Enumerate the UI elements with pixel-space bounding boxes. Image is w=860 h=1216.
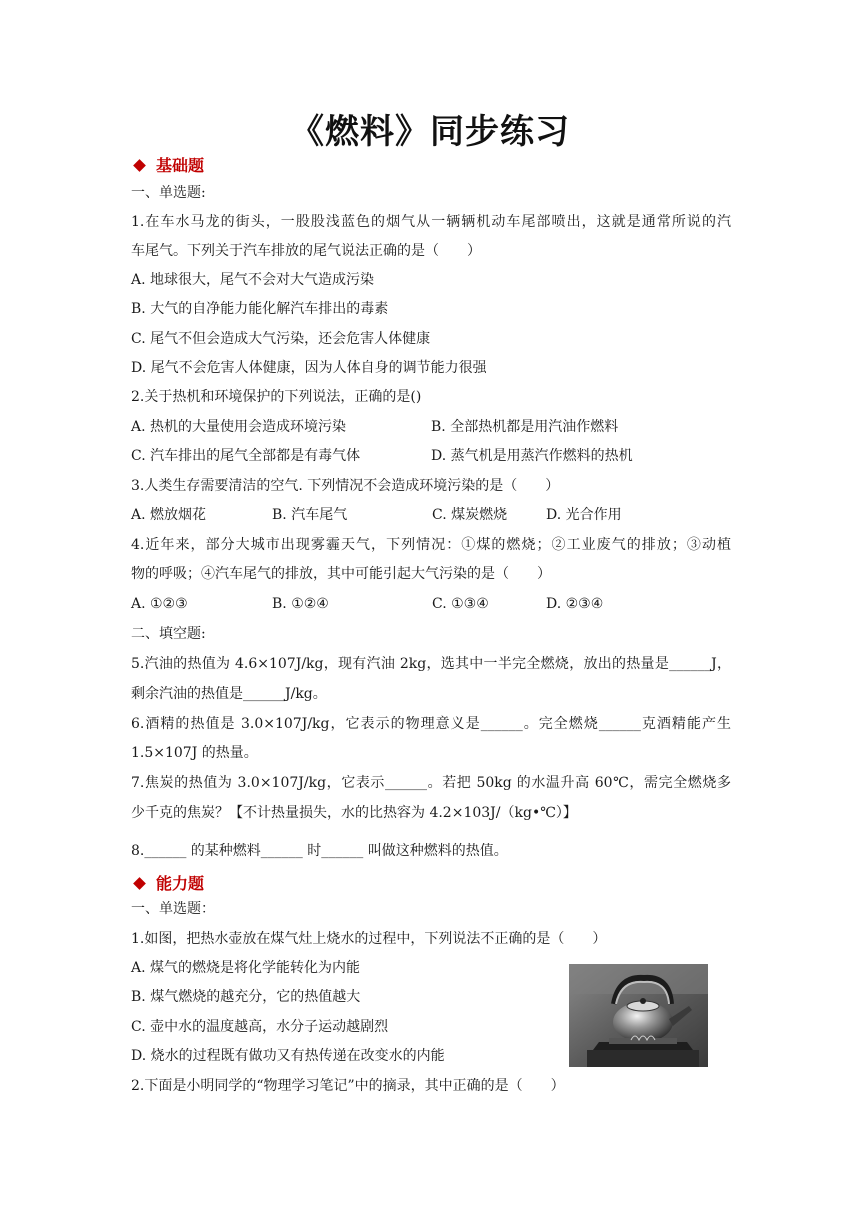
kettle-on-stove-photo	[569, 964, 708, 1067]
question-1-option-b: B. 大气的自净能力能化解汽车排出的毒素	[131, 301, 389, 317]
question-1-option-a: A. 地球很大，尾气不会对大气造成污染	[131, 272, 375, 288]
question-5-line-1: 5.汽油的热值为 4.6×107J/kg，现有汽油 2kg，选其中一半完全燃烧，放出的热量是______J，	[131, 656, 731, 672]
question-8: 8.______ 的某种燃料______ 时______ 叫做这种燃料的热值。	[131, 843, 508, 859]
diamond-bullet-icon	[133, 159, 146, 172]
question-3-options	[131, 504, 731, 526]
question-2-options-row-2	[131, 445, 731, 467]
question-6-line-1: 6.酒精的热值是 3.0×107J/kg，它表示的物理意义是______。完全燃烧______克酒精能产生	[131, 716, 731, 732]
ability-question-1-option-b: B. 煤气燃烧的越充分，它的热值越大	[131, 989, 361, 1005]
question-3-option-c: C. 煤炭燃烧	[432, 507, 508, 523]
page-title: 《燃料》同步练习	[290, 112, 570, 152]
section-heading-ability	[131, 872, 204, 896]
question-7-line-1: 7.焦炭的热值为 3.0×107J/kg，它表示______。若把 50kg 的水温升高 60℃，需完全燃烧多	[131, 775, 731, 791]
question-1-option-c: C. 尾气不但会造成大气污染，还会危害人体健康	[131, 331, 431, 347]
question-4-options	[131, 593, 731, 615]
ability-question-2-stem: 2.下面是小明同学的“物理学习笔记”中的摘录，其中正确的是（ ）	[131, 1078, 565, 1094]
question-3-stem: 3.人类生存需要清洁的空气. 下列情况不会造成环境污染的是（ ）	[131, 478, 560, 494]
question-2-option-b: B. 全部热机都是用汽油作燃料	[431, 419, 619, 435]
kettle-illustration	[569, 964, 708, 1067]
part-heading: 一、单选题:	[131, 185, 206, 201]
question-1-line-2: 车尾气。下列关于汽车排放的尾气说法正确的是（ ）	[131, 243, 481, 259]
question-4-line-2: 物的呼吸；④汽车尾气的排放，其中可能引起大气污染的是（ ）	[131, 566, 551, 582]
section-label: 能力题	[156, 874, 205, 893]
question-3-option-b: B. 汽车尾气	[272, 507, 348, 523]
section-label: 基础题	[156, 156, 205, 175]
diamond-bullet-icon	[133, 877, 146, 890]
question-1-option-d: D. 尾气不会危害人体健康，因为人体自身的调节能力很强	[131, 360, 487, 376]
question-2-option-c: C. 汽车排出的尾气全部都是有毒气体	[131, 448, 361, 464]
question-4-option-d: D. ②③④	[546, 596, 604, 612]
ability-question-1-option-a: A. 煤气的燃烧是将化学能转化为内能	[131, 960, 361, 976]
section-heading-basic	[131, 154, 204, 178]
part-heading: 一、单选题：	[131, 901, 215, 917]
question-4-option-c: C. ①③④	[432, 596, 489, 612]
question-5-line-2: 剩余汽油的热值是______J/kg。	[131, 686, 327, 702]
question-4-option-a: A. ①②③	[131, 596, 188, 612]
question-2-option-a: A. 热机的大量使用会造成环境污染	[131, 419, 347, 435]
ability-question-1-option-c: C. 壶中水的温度越高，水分子运动越剧烈	[131, 1019, 389, 1035]
question-2-options-row-1	[131, 416, 731, 438]
ability-question-1-stem: 1.如图，把热水壶放在煤气灶上烧水的过程中，下列说法不正确的是（ ）	[131, 931, 607, 947]
question-3-option-a: A. 燃放烟花	[131, 507, 207, 523]
question-1-line-1: 1.在车水马龙的街头，一股股浅蓝色的烟气从一辆辆机动车尾部喷出，这就是通常所说的汽	[131, 214, 731, 230]
ability-question-1-option-d: D. 烧水的过程既有做功又有热传递在改变水的内能	[131, 1048, 445, 1064]
question-3-option-d: D. 光合作用	[546, 507, 622, 523]
question-4-line-1: 4.近年来，部分大城市出现雾霾天气，下列情况：①煤的燃烧；②工业废气的排放；③动植	[131, 537, 731, 553]
part-heading-fill-blank: 二、填空题:	[131, 626, 206, 642]
question-6-line-2: 1.5×107J 的热量。	[131, 745, 258, 761]
question-2-stem: 2.关于热机和环境保护的下列说法，正确的是()	[131, 389, 422, 405]
question-4-option-b: B. ①②④	[272, 596, 329, 612]
question-2-option-d: D. 蒸气机是用蒸汽作燃料的热机	[431, 448, 633, 464]
question-7-line-2: 少千克的焦炭？【不计热量损失，水的比热容为 4.2×103J/（kg•℃）】	[131, 805, 577, 821]
